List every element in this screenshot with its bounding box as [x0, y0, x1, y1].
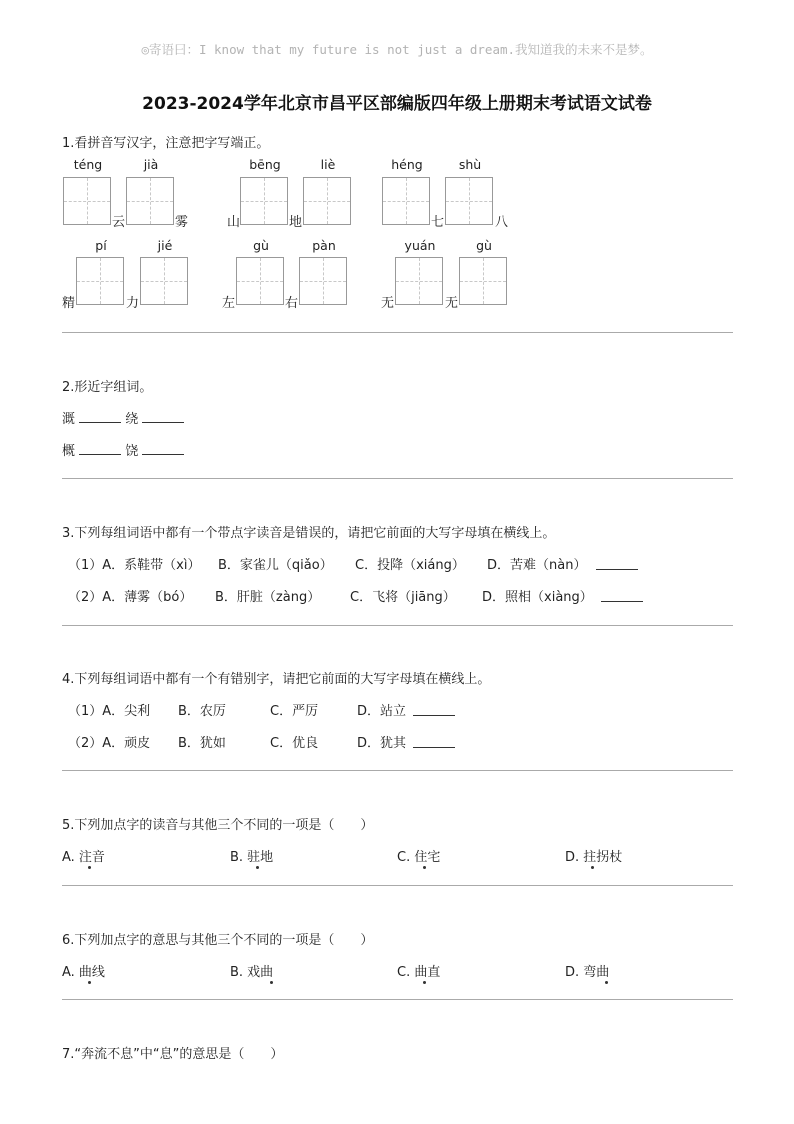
writing-box[interactable]	[76, 257, 124, 305]
pinyin: héng	[391, 157, 423, 172]
q4-option: D．站立	[357, 704, 407, 719]
writing-box[interactable]	[140, 257, 188, 305]
q2-char: 饶	[125, 444, 139, 459]
given-char: 右	[285, 296, 299, 311]
q6-option-b[interactable]: B. 戏曲	[230, 965, 274, 980]
given-char: 八	[495, 215, 509, 230]
q5-stem: 5.下列加点字的读音与其他三个不同的一项是（ ）	[62, 818, 374, 833]
answer-blank[interactable]	[596, 557, 638, 570]
writing-box[interactable]	[240, 177, 288, 225]
q7-stem: 7.“奔流不息”中“息”的意思是（ ）	[62, 1047, 284, 1062]
writing-box[interactable]	[303, 177, 351, 225]
q4-option: B．农厉	[178, 704, 226, 719]
pinyin: pí	[95, 238, 107, 253]
q5-option-d[interactable]: D. 拄拐杖	[565, 850, 623, 865]
section-divider	[62, 332, 733, 333]
q4-option: C．优良	[270, 736, 319, 751]
given-char: 云	[112, 215, 126, 230]
given-char: 地	[289, 215, 303, 230]
q5-option-a[interactable]: A. 注音	[62, 850, 105, 865]
writing-box[interactable]	[126, 177, 174, 225]
q3-option: B．肝脏（zàng）	[215, 590, 321, 605]
q1-stem: 1.看拼音写汉字，注意把字写端正。	[62, 136, 270, 151]
answer-blank[interactable]	[142, 410, 184, 423]
pinyin: shù	[458, 157, 482, 172]
emphasis-dot	[591, 866, 594, 869]
answer-blank[interactable]	[79, 410, 121, 423]
q3-option: D．照相（xiàng）	[482, 590, 593, 605]
q2-row	[62, 408, 184, 427]
writing-box[interactable]	[63, 177, 111, 225]
q4-option: （1）A．尖利	[68, 704, 151, 719]
q3-option: C．投降（xiáng）	[355, 558, 465, 573]
q5-option-c[interactable]: C. 住宅	[397, 850, 441, 865]
writing-box[interactable]	[445, 177, 493, 225]
given-char: 无	[381, 296, 395, 311]
q3-option: （1）A．系鞋带（xì）	[68, 558, 201, 573]
q6-option-c[interactable]: C. 曲直	[397, 965, 441, 980]
section-divider	[62, 885, 733, 886]
section-divider	[62, 625, 733, 626]
page-title: 2023-2024学年北京市昌平区部编版四年级上册期末考试语文试卷	[142, 94, 652, 114]
pinyin: jié	[157, 238, 173, 253]
given-char: 雾	[175, 215, 189, 230]
pinyin: gù	[476, 238, 492, 253]
emphasis-dot	[423, 866, 426, 869]
emphasis-dot	[270, 981, 273, 984]
given-char: 山	[227, 215, 241, 230]
q3-option: B．家雀儿（qiǎo）	[218, 558, 333, 573]
answer-blank[interactable]	[142, 442, 184, 455]
pinyin: jià	[143, 157, 159, 172]
writing-box[interactable]	[299, 257, 347, 305]
q4-option: C．严厉	[270, 704, 319, 719]
q6-option-d[interactable]: D. 弯曲	[565, 965, 610, 980]
answer-blank[interactable]	[413, 735, 455, 748]
given-char: 无	[445, 296, 459, 311]
given-char: 左	[222, 296, 236, 311]
q3-option: D．苦难（nàn）	[487, 558, 587, 573]
writing-box[interactable]	[236, 257, 284, 305]
given-char: 力	[126, 296, 140, 311]
answer-blank[interactable]	[601, 589, 643, 602]
q6-option-a[interactable]: A. 曲线	[62, 965, 105, 980]
emphasis-dot	[88, 866, 91, 869]
given-char: 七	[431, 215, 445, 230]
given-char: 精	[62, 296, 76, 311]
motto-header: ◎寄语曰：I know that my future is not just a dream.我知道我的未来不是梦。	[141, 42, 653, 57]
q5-option-b[interactable]: B. 驻地	[230, 850, 274, 865]
writing-box[interactable]	[459, 257, 507, 305]
q3-option: C．飞将（jiāng）	[350, 590, 456, 605]
q4-option: D．犹其	[357, 736, 407, 751]
pinyin: bēng	[249, 157, 281, 172]
q2-char: 绕	[125, 412, 139, 427]
answer-blank[interactable]	[413, 703, 455, 716]
q4-stem: 4.下列每组词语中都有一个有错别字，请把它前面的大写字母填在横线上。	[62, 672, 491, 687]
emphasis-dot	[256, 866, 259, 869]
writing-box[interactable]	[395, 257, 443, 305]
pinyin: yuán	[404, 238, 436, 253]
q2-char: 溉	[62, 412, 76, 427]
pinyin: liè	[320, 157, 336, 172]
emphasis-dot	[605, 981, 608, 984]
q3-stem: 3.下列每组词语中都有一个带点字读音是错误的，请把它前面的大写字母填在横线上。	[62, 526, 556, 541]
q6-stem: 6.下列加点字的意思与其他三个不同的一项是（ ）	[62, 933, 374, 948]
q2-stem: 2.形近字组词。	[62, 380, 153, 395]
section-divider	[62, 770, 733, 771]
q2-row	[62, 440, 184, 459]
writing-box[interactable]	[382, 177, 430, 225]
q3-option: （2）A．薄雾（bó）	[68, 590, 193, 605]
pinyin: gù	[253, 238, 269, 253]
q2-char: 概	[62, 444, 76, 459]
emphasis-dot	[88, 981, 91, 984]
section-divider	[62, 478, 733, 479]
q4-option: B．犹如	[178, 736, 226, 751]
section-divider	[62, 999, 733, 1000]
answer-blank[interactable]	[79, 442, 121, 455]
emphasis-dot	[423, 981, 426, 984]
pinyin: téng	[73, 157, 103, 172]
q4-option: （2）A．顽皮	[68, 736, 151, 751]
pinyin: pàn	[312, 238, 336, 253]
